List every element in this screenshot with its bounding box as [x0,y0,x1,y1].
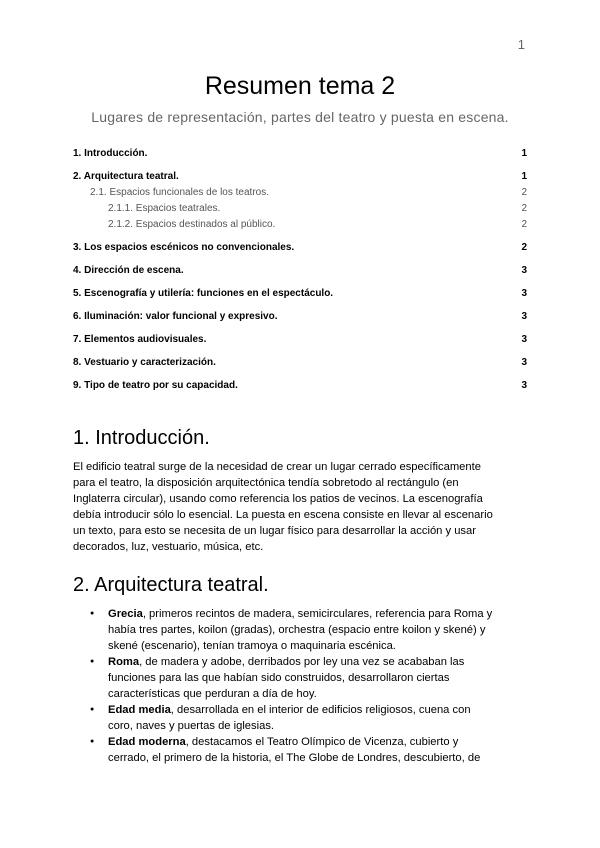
bullet-term: Roma [108,656,140,668]
toc-entry-label: 7. Elementos audiovisuales. [73,334,207,345]
paragraph-line: debía introducir sólo lo esencial. La puesta en escena consiste en llevar al escenario [73,509,493,521]
toc-entry-label: 5. Escenografía y utilería: funciones en el espectáculo. [73,288,334,299]
bullet-list-arquitectura [73,606,533,766]
bullet-text: , destacamos el Teatro Olímpico de Vicenza, cubierto y [185,736,459,748]
bullet-text: skené (escenario), tenían tramoya o maquinaria escénica. [108,640,396,652]
bullet-term: Edad media [108,704,171,716]
section-heading-introduccion: 1. Introducción. [73,427,210,449]
page-number: 1 [517,37,525,52]
bullet-text: características que perduran a día de hoy. [108,688,317,700]
table-of-contents [73,146,527,394]
toc-entry-label: 6. Iluminación: valor funcional y expresivo. [73,311,278,322]
paragraph-line: para el teatro, la disposición arquitectónica tendía sobretodo al rectángulo (en [73,477,459,489]
toc-entry-label: 3. Los espacios escénicos no convencionales. [73,242,295,253]
toc-entry[interactable] [73,378,527,394]
bullet-dot-icon: ● [90,738,95,745]
bullet-term: Grecia [108,608,143,620]
toc-entry-label: 8. Vestuario y caracterización. [73,357,216,368]
bullet-text: funciones para las que habían sido construidos, desarrollaron ciertas [108,672,450,684]
bullet-text: coro, naves y puertas de iglesias. [108,720,275,732]
toc-entry-page: 2 [521,187,527,198]
paragraph-line: un texto, para esto se necesita de un lugar físico para desarrollar la acción y usar [73,525,476,537]
toc-entry[interactable] [73,240,527,256]
toc-entry[interactable] [73,201,527,217]
toc-entry-label: 9. Tipo de teatro por su capacidad. [73,380,238,391]
toc-entry-label: 2. Arquitectura teatral. [73,171,179,182]
toc-entry-page: 3 [521,311,527,322]
document-subtitle: Lugares de representación, partes del teatro y puesta en escena. [91,109,509,125]
toc-entry-page: 2 [521,242,527,253]
bullet-item [73,654,533,702]
paragraph-line: El edificio teatral surge de la necesidad de crear un lugar cerrado específicamente [73,461,481,473]
document-title: Resumen tema 2 [204,72,396,100]
bullet-text: cerrado, el primero de la historia, el The Globe de Londres, descubierto, de [108,752,481,764]
toc-entry-page: 3 [521,288,527,299]
section-paragraph-introduccion [73,459,533,555]
section-heading-arquitectura: 2. Arquitectura teatral. [73,574,269,596]
bullet-term: Edad moderna [108,736,186,748]
bullet-text: había tres partes, koilon (gradas), orchestra (espacio entre koilon y skené) y [108,624,486,636]
toc-entry[interactable] [73,286,527,302]
bullet-text: , desarrollada en el interior de edificios religiosos, cuena con [170,704,471,716]
bullet-dot-icon: ● [90,658,95,665]
bullet-item [73,606,533,654]
toc-entry[interactable] [73,217,527,233]
toc-entry-page: 1 [521,171,527,182]
bullet-text: , primeros recintos de madera, semicirculares, referencia para Roma y [142,608,493,620]
bullet-dot-icon: ● [90,706,95,713]
toc-entry-page: 3 [521,265,527,276]
toc-entry[interactable] [73,185,527,201]
toc-entry-label: 4. Dirección de escena. [73,265,184,276]
bullet-dot-icon: ● [90,610,95,617]
toc-entry[interactable] [73,332,527,348]
toc-entry-page: 3 [521,380,527,391]
toc-entry[interactable] [73,309,527,325]
toc-entry-label: 2.1.2. Espacios destinados al público. [108,219,276,230]
toc-entry-label: 2.1.1. Espacios teatrales. [108,203,221,214]
toc-entry-page: 2 [521,203,527,214]
toc-entry[interactable] [73,263,527,279]
bullet-item [73,702,533,734]
bullet-item [73,734,533,766]
toc-entry-page: 3 [521,357,527,368]
toc-entry[interactable] [73,169,527,185]
paragraph-line: Inglaterra circular), usando como referencia los patios de vecinos. La escenografía [73,493,483,505]
toc-entry[interactable] [73,355,527,371]
toc-entry-page: 3 [521,334,527,345]
paragraph-line: decorados, luz, vestuario, música, etc. [73,541,264,553]
toc-entry-label: 2.1. Espacios funcionales de los teatros. [90,187,269,198]
toc-entry-page: 2 [521,219,527,230]
toc-entry-label: 1. Introducción. [73,148,148,159]
bullet-text: , de madera y adobe, derribados por ley una vez se acababan las [139,656,465,668]
toc-entry-page: 1 [521,148,527,159]
toc-entry[interactable] [73,146,527,162]
